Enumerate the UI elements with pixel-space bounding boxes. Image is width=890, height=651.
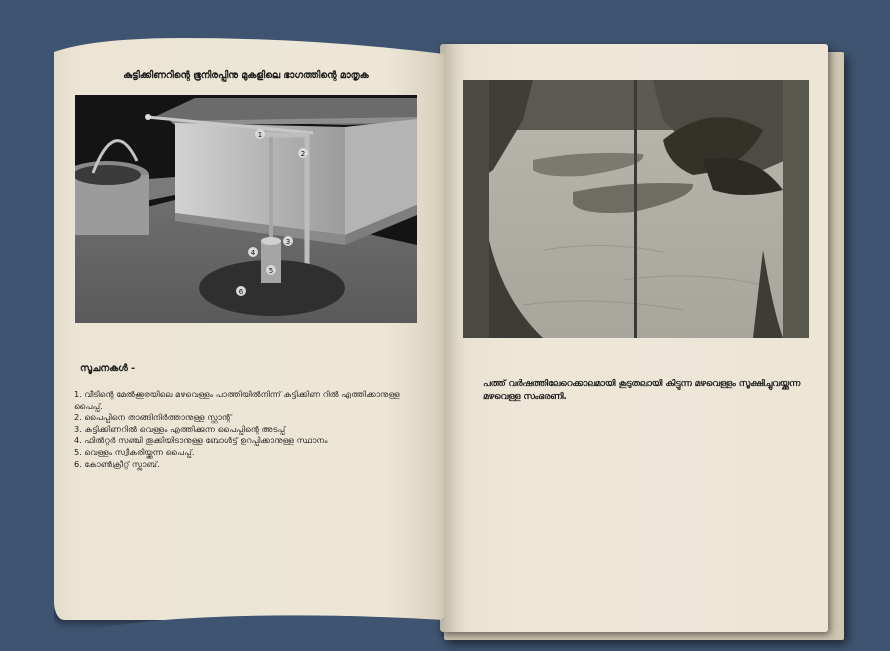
model-label-3: 3 bbox=[285, 238, 291, 246]
well-model-illustration bbox=[75, 95, 417, 323]
page-title: കുട്ടിക്കിണറിന്റെ ഭൂനിരപ്പിനു മുകളിലെ ഭാഗത്തിന്റെ മാതൃക bbox=[123, 70, 369, 81]
legend-item: 1. വീടിന്റെ മേൽക്കൂരയിലെ മഴവെള്ളം പാത്തിയിൽനിന്ന് കുട്ടിക്കിണ റിൽ എത്തിക്കാനുള്ള പൈപ്പ്. bbox=[74, 389, 400, 411]
model-label-4: 4 bbox=[250, 249, 256, 257]
legend-heading: സൂചനകൾ - bbox=[80, 363, 136, 374]
legend-item: 2. പൈപ്പിനെ താങ്ങിനിർത്താനുള്ള സ്റ്റാന്റ് bbox=[74, 412, 232, 423]
model-label-2: 2 bbox=[300, 150, 306, 158]
model-label-6: 6 bbox=[238, 288, 244, 296]
rain-tank-photo bbox=[463, 80, 809, 338]
legend-list bbox=[74, 389, 424, 470]
legend-item: 5. വെള്ളം സ്വീകരിയ്ക്കുന്ന പൈപ്പ്. bbox=[74, 446, 195, 457]
model-label-5: 5 bbox=[268, 267, 274, 275]
model-label-1: 1 bbox=[257, 131, 263, 139]
photo-caption: പത്ത് വർഷത്തിലേറെക്കാലമായി കൂടുതലായി കിട്ടുന്ന മഴവെള്ളം സൂക്ഷിച്ചുവയ്ക്കുന്ന മഴവെള്ള സംഭരണി. bbox=[483, 379, 801, 402]
legend-item: 4. ഫിൽറ്റർ സഞ്ചി തൂക്കിയിടാനുള്ള ബോൾട്ട് ഉറപ്പിക്കാനുള്ള സ്ഥാനം bbox=[74, 435, 328, 446]
legend-item: 3. കുട്ടിക്കിണറിൽ വെള്ളം എത്തിക്കുന്ന പൈപ്പിന്റെ അടപ്പ് bbox=[74, 423, 286, 434]
legend-item: 6. കോൺക്രീറ്റ് സ്ലാബ്. bbox=[74, 458, 160, 469]
